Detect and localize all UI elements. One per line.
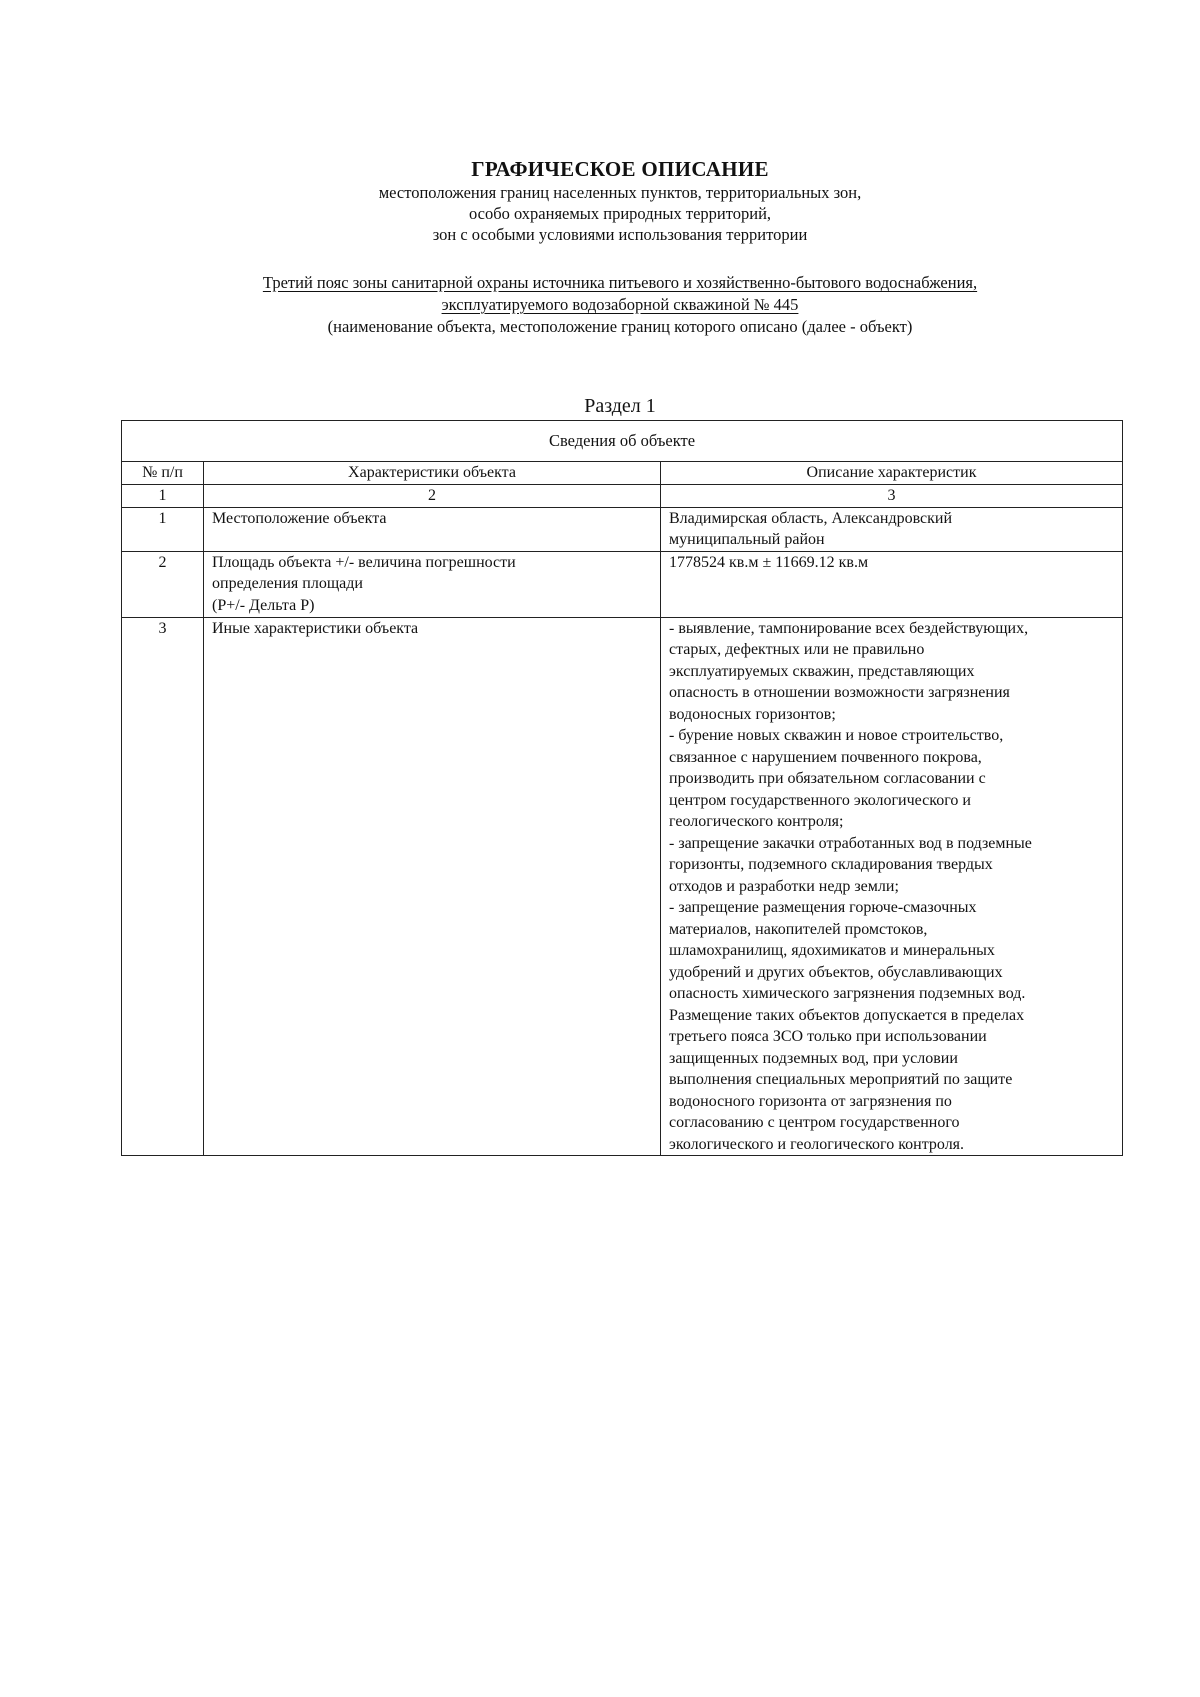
description-line: материалов, накопителей промстоков, (669, 920, 928, 938)
description-line: производить при обязательном согласовании с (669, 770, 986, 787)
row-characteristic (204, 507, 661, 551)
object-name-line (120, 294, 1120, 316)
header-description: Описание характеристик (661, 462, 1123, 485)
column-index: 3 (661, 485, 1123, 508)
description-line: - выявление, тампонирование всех бездействующих, (669, 619, 1029, 637)
row-number: 3 (122, 617, 204, 1156)
description-line: муниципальный район (669, 531, 825, 548)
description-line: выполнения специальных мероприятий по защите (669, 1071, 1013, 1088)
description-line: - запрещение размещения горюче-смазочных (669, 899, 977, 916)
description-line: связанное с нарушением почвенного покрова, (669, 748, 982, 766)
header-number: № п/п (122, 462, 204, 485)
description-line: водоносных горизонтов; (669, 705, 836, 723)
description-line: третьего пояса ЗСО только при использовании (669, 1028, 987, 1045)
row-characteristic (204, 617, 661, 1156)
characteristic-line: Местоположение объекта (212, 509, 387, 527)
subtitle-line: особо охраняемых природных территорий, (468, 204, 772, 223)
description-line: защищенных подземных вод, при условии (669, 1049, 958, 1067)
object-name-block (120, 272, 1120, 338)
column-index: 1 (122, 485, 204, 508)
table-row (122, 551, 1123, 617)
row-number: 1 (122, 507, 204, 551)
table-header-row (122, 462, 1123, 485)
description-line: Владимирская область, Александровский (669, 509, 953, 527)
object-name-text: Третий пояс зоны санитарной охраны источника питьевого и хозяйственно-бытового водоснабжения, (262, 273, 978, 292)
description-line: 1778524 кв.м ± 11669.12 кв.м (669, 553, 869, 571)
column-index-row (122, 485, 1123, 508)
characteristic-line: определения площади (212, 575, 363, 592)
table-caption: Сведения об объекте (122, 421, 1123, 462)
table-row (122, 617, 1123, 1156)
characteristic-line: Площадь объекта +/- величина погрешности (212, 553, 516, 571)
row-description (661, 617, 1123, 1156)
description-line: шламохранилищ, ядохимикатов и минеральных (669, 942, 995, 959)
row-number: 2 (122, 551, 204, 617)
description-line: - запрещение закачки отработанных вод в подземные (669, 834, 1032, 852)
description-line: опасность в отношении возможности загрязнения (669, 684, 1010, 701)
table-caption-row (122, 421, 1123, 462)
document-title: ГРАФИЧЕСКОЕ ОПИСАНИЕ (471, 157, 769, 181)
subtitle-line: зон с особыми условиями использования территории (432, 225, 808, 244)
section-label: Раздел 1 (584, 395, 656, 417)
row-description (661, 551, 1123, 617)
object-info-table (121, 420, 1123, 1156)
description-line: горизонты, подземного складирования твердых (669, 856, 993, 873)
description-line: эксплуатируемых скважин, представляющих (669, 662, 975, 680)
description-line: экологического и геологического контроля. (669, 1135, 965, 1153)
description-line: отходов и разработки недр земли; (669, 877, 899, 895)
object-caption: (наименование объекта, местоположение границ которого описано (далее - объект) (327, 317, 913, 336)
description-line: опасность химического загрязнения подземных вод. (669, 985, 1026, 1002)
object-name-text: эксплуатируемого водозаборной скважиной № 445 (441, 295, 799, 314)
document-header (120, 156, 1120, 245)
row-description (661, 507, 1123, 551)
column-index: 2 (204, 485, 661, 508)
description-line: удобрений и других объектов, обуславливающих (669, 963, 1003, 981)
description-line: Размещение таких объектов допускается в пределах (669, 1006, 1025, 1024)
description-line: геологического контроля; (669, 813, 844, 830)
subtitle-line: местоположения границ населенных пунктов, территориальных зон, (378, 183, 862, 202)
characteristic-line: (Р+/- Дельта Р) (212, 596, 315, 614)
characteristic-line: Иные характеристики объекта (212, 619, 419, 637)
description-line: - бурение новых скважин и новое строительство, (669, 727, 1004, 744)
description-line: согласованию с центром государственного (669, 1114, 960, 1131)
description-line: центром государственного экологического и (669, 791, 971, 809)
description-line: старых, дефектных или не правильно (669, 641, 925, 658)
description-line: водоносного горизонта от загрязнения по (669, 1092, 952, 1110)
header-characteristic: Характеристики объекта (204, 462, 661, 485)
object-name-line (120, 272, 1120, 294)
table-row (122, 507, 1123, 551)
row-characteristic (204, 551, 661, 617)
